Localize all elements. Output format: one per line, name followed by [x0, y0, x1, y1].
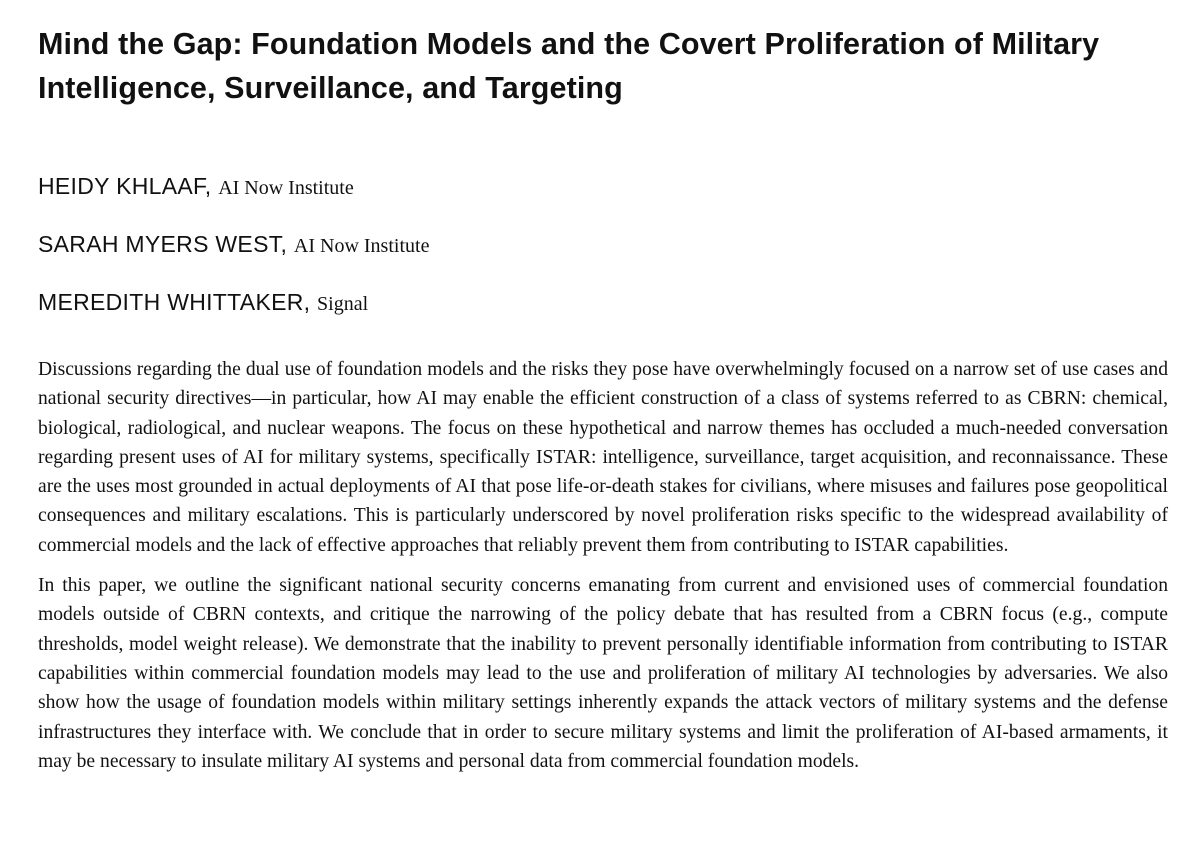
abstract-paragraph: Discussions regarding the dual use of foundation models and the risks they pose have overwhelmingly focused on a narrow set of use cases and national security directives—in particular, how AI may enable the efficient construction of a class of systems referred to as CBRN: chemical, biological, radiological, and nuclear weapons. The focus on these hypothetical and narrow themes has occluded a much-needed conversation regarding present uses of AI for military systems, specifically ISTAR: intelligence, surveillance, target acquisition, and reconnaissance. These are the uses most grounded in actual deployments of AI that pose life-or-death stakes for civilians, where misuses and failures pose geopolitical consequences and military escalations. This is particularly underscored by novel proliferation risks specific to the widespread availability of commercial models and the lack of effective approaches that reliably prevent them from contributing to ISTAR capabilities.	[38, 359, 1168, 556]
author-affiliation: Signal	[317, 293, 369, 315]
author-affiliation: AI Now Institute	[293, 235, 430, 257]
author-separator: ,	[280, 231, 294, 257]
abstract	[38, 355, 1168, 776]
author-entry	[38, 288, 1168, 346]
author-entry	[38, 172, 1168, 230]
paper-title: Mind the Gap: Foundation Models and the Covert Proliferation of Military Intelligence, Surveillance, and Targeting	[38, 27, 1100, 105]
author-separator: ,	[204, 173, 219, 199]
author-separator: ,	[303, 289, 318, 315]
author-entry	[38, 230, 1168, 288]
paper-page	[38, 22, 1168, 787]
author-name: HEIDY KHLAAF	[38, 173, 205, 199]
author-name: MEREDITH WHITTAKER	[38, 289, 304, 315]
author-list	[38, 172, 1168, 346]
author-affiliation: AI Now Institute	[218, 177, 354, 199]
abstract-paragraph: In this paper, we outline the significant national security concerns emanating from current and envisioned uses of commercial foundation models outside of CBRN contexts, and critique the narrowing of the policy debate that has resulted from a CBRN focus (e.g., compute thresholds, model weight release). We demonstrate that the inability to prevent personally identifiable information from contributing to ISTAR capabilities within commercial foundation models may lead to the use and proliferation of military AI technologies by adversaries. We also show how the usage of foundation models within military settings inherently expands the attack vectors of military systems and the defense infrastructures they interface with. We conclude that in order to secure military systems and limit the proliferation of AI-based armaments, it may be necessary to insulate military AI systems and personal data from commercial foundation models.	[38, 575, 1168, 772]
author-name: SARAH MYERS WEST	[38, 231, 281, 257]
